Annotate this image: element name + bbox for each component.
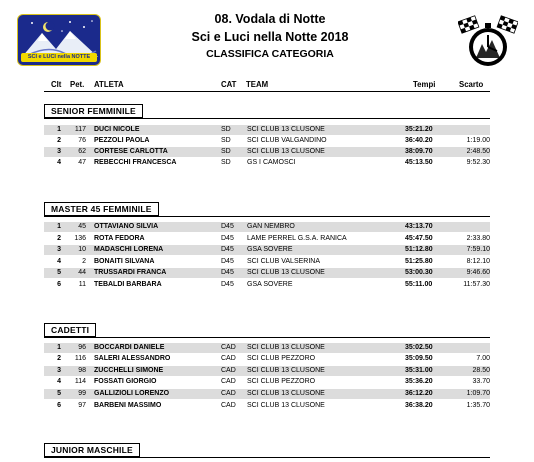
rank: 1 xyxy=(57,223,61,230)
table-row xyxy=(44,366,490,376)
table-row xyxy=(44,136,490,146)
bib: 99 xyxy=(78,390,86,397)
table-row xyxy=(44,234,490,244)
col-header-athlete: ATLETA xyxy=(94,80,124,89)
athlete: BOCCARDI DANIELE xyxy=(94,344,165,351)
category-title: MASTER 45 FEMMINILE xyxy=(44,202,159,216)
category: D45 xyxy=(221,258,234,265)
time: 55:11.00 xyxy=(405,281,433,288)
time: 43:13.70 xyxy=(405,223,433,230)
team: GSA SOVERE xyxy=(247,281,293,288)
athlete: OTTAVIANO SILVIA xyxy=(94,223,159,230)
time: 36:40.20 xyxy=(405,137,433,144)
table-row xyxy=(44,125,490,135)
time: 51:25.80 xyxy=(405,258,433,265)
gap: 33.70 xyxy=(472,378,490,385)
time: 35:36.20 xyxy=(405,378,433,385)
rank: 2 xyxy=(57,137,61,144)
athlete: SALERI ALESSANDRO xyxy=(94,355,171,362)
col-header-gap: Scarto xyxy=(459,80,484,89)
table-row xyxy=(44,401,490,411)
category: D45 xyxy=(221,246,234,253)
athlete: TRUSSARDI FRANCA xyxy=(94,269,167,276)
gap: 11:57.30 xyxy=(463,281,490,288)
event-title: 08. Vodala di Notte xyxy=(214,12,326,26)
team: SCI CLUB 13 CLUSONE xyxy=(247,402,325,409)
time: 53:00.30 xyxy=(405,269,433,276)
rank: 4 xyxy=(57,159,61,166)
rank: 6 xyxy=(57,281,61,288)
team: SCI CLUB 13 CLUSONE xyxy=(247,269,325,276)
gap: 7:59.10 xyxy=(466,246,490,253)
rank: 5 xyxy=(57,390,61,397)
team: SCI CLUB PEZZORO xyxy=(247,355,316,362)
bib: 136 xyxy=(74,235,86,242)
table-row xyxy=(44,389,490,399)
event-logo xyxy=(17,14,101,66)
table-row xyxy=(44,257,490,267)
rank: 3 xyxy=(57,367,61,374)
category-title: JUNIOR MASCHILE xyxy=(44,443,140,457)
category-divider xyxy=(44,337,490,338)
rank: 3 xyxy=(57,246,61,253)
gap: 1:09.70 xyxy=(466,390,490,397)
category-divider xyxy=(44,118,490,119)
athlete: PEZZOLI PAOLA xyxy=(94,137,150,144)
gap: 9:46.60 xyxy=(466,269,490,276)
gap: 7.00 xyxy=(476,355,490,362)
table-row xyxy=(44,245,490,255)
time: 45:47.50 xyxy=(405,235,433,242)
gap: 1:19.00 xyxy=(466,137,490,144)
gap: 2:48.50 xyxy=(466,148,490,155)
category: SD xyxy=(221,126,231,133)
table-row xyxy=(44,268,490,278)
table-row xyxy=(44,354,490,364)
event-subtitle: Sci e Luci nella Notte 2018 xyxy=(191,30,349,44)
team: SCI CLUB 13 CLUSONE xyxy=(247,344,325,351)
bib: 62 xyxy=(78,148,86,155)
logo-text: SCI e LUCI nella NOTTE xyxy=(21,53,97,62)
athlete: REBECCHI FRANCESCA xyxy=(94,159,177,166)
bib: 76 xyxy=(78,137,86,144)
category: CAD xyxy=(221,402,236,409)
category: CAD xyxy=(221,367,236,374)
category: SD xyxy=(221,148,231,155)
team: SCI CLUB 13 CLUSONE xyxy=(247,126,325,133)
bib: 114 xyxy=(74,378,86,385)
category-divider xyxy=(44,457,490,458)
category-divider xyxy=(44,216,490,217)
bib: 98 xyxy=(78,367,86,374)
category: SD xyxy=(221,137,231,144)
time: 35:02.50 xyxy=(405,344,433,351)
category: CAD xyxy=(221,344,236,351)
rank: 2 xyxy=(57,235,61,242)
bib: 117 xyxy=(74,126,86,133)
time: 51:12.80 xyxy=(405,246,433,253)
col-header-time: Tempi xyxy=(413,80,436,89)
category: D45 xyxy=(221,235,234,242)
bib: 47 xyxy=(78,159,86,166)
athlete: BARBENI MASSIMO xyxy=(94,402,162,409)
time: 38:09.70 xyxy=(405,148,433,155)
time: 35:21.20 xyxy=(405,126,433,133)
team: GAN NEMBRO xyxy=(247,223,295,230)
team: SCI CLUB 13 CLUSONE xyxy=(247,390,325,397)
category: CAD xyxy=(221,355,236,362)
team: SCI CLUB 13 CLUSONE xyxy=(247,148,325,155)
rank: 5 xyxy=(57,269,61,276)
table-row xyxy=(44,158,490,168)
time: 35:09.50 xyxy=(405,355,433,362)
team: SCI CLUB VALSERINA xyxy=(247,258,321,265)
rank: 1 xyxy=(57,126,61,133)
athlete: DUCI NICOLE xyxy=(94,126,140,133)
col-header-clt: Clt xyxy=(51,80,62,89)
table-row xyxy=(44,377,490,387)
table-row xyxy=(44,343,490,353)
rank: 6 xyxy=(57,402,61,409)
athlete: MADASCHI LORENA xyxy=(94,246,164,253)
category: CAD xyxy=(221,378,236,385)
rank: 4 xyxy=(57,378,61,385)
team: SCI CLUB 13 CLUSONE xyxy=(247,367,325,374)
time: 36:38.20 xyxy=(405,402,433,409)
table-row xyxy=(44,147,490,157)
gap: 1:35.70 xyxy=(466,402,490,409)
gap: 28.50 xyxy=(472,367,490,374)
athlete: ROTA FEDORA xyxy=(94,235,145,242)
table-row xyxy=(44,222,490,232)
col-header-team: TEAM xyxy=(246,80,269,89)
athlete: BONAITI SILVANA xyxy=(94,258,155,265)
team: SCI CLUB PEZZORO xyxy=(247,378,316,385)
time: 45:13.50 xyxy=(405,159,433,166)
header-divider xyxy=(44,91,490,92)
team: GS I CAMOSCI xyxy=(247,159,296,166)
category: SD xyxy=(221,159,231,166)
bib: 11 xyxy=(78,281,86,288)
gap: 2:33.80 xyxy=(466,235,490,242)
bib: 10 xyxy=(78,246,86,253)
gap: 9:52.30 xyxy=(466,159,490,166)
timing-logo xyxy=(458,14,518,70)
rank: 1 xyxy=(57,344,61,351)
category: D45 xyxy=(221,281,234,288)
team: SCI CLUB VALGANDINO xyxy=(247,137,327,144)
time: 35:31.00 xyxy=(405,367,433,374)
athlete: ZUCCHELLI SIMONE xyxy=(94,367,164,374)
category-title: CADETTI xyxy=(44,323,96,337)
bib: 45 xyxy=(78,223,86,230)
ranking-title: CLASSIFICA CATEGORIA xyxy=(206,48,334,60)
table-row xyxy=(44,280,490,290)
bib: 116 xyxy=(74,355,86,362)
athlete: GALLIZIOLI LORENZO xyxy=(94,390,170,397)
bib: 2 xyxy=(82,258,86,265)
rank: 2 xyxy=(57,355,61,362)
bib: 96 xyxy=(78,344,86,351)
category: D45 xyxy=(221,269,234,276)
team: GSA SOVERE xyxy=(247,246,293,253)
category-title: SENIOR FEMMINILE xyxy=(44,104,143,118)
category: D45 xyxy=(221,223,234,230)
bib: 97 xyxy=(78,402,86,409)
athlete: FOSSATI GIORGIO xyxy=(94,378,157,385)
team: LAME PERREL G.S.A. RANICA xyxy=(247,235,347,242)
rank: 3 xyxy=(57,148,61,155)
rank: 4 xyxy=(57,258,61,265)
stopwatch-flag-icon xyxy=(458,14,518,70)
athlete: CORTESE CARLOTTA xyxy=(94,148,168,155)
athlete: TEBALDI BARBARA xyxy=(94,281,162,288)
gap: 8:12.10 xyxy=(466,258,490,265)
bib: 44 xyxy=(78,269,86,276)
col-header-pet: Pet. xyxy=(70,80,85,89)
category: CAD xyxy=(221,390,236,397)
time: 36:12.20 xyxy=(405,390,433,397)
col-header-cat: CAT xyxy=(221,80,237,89)
